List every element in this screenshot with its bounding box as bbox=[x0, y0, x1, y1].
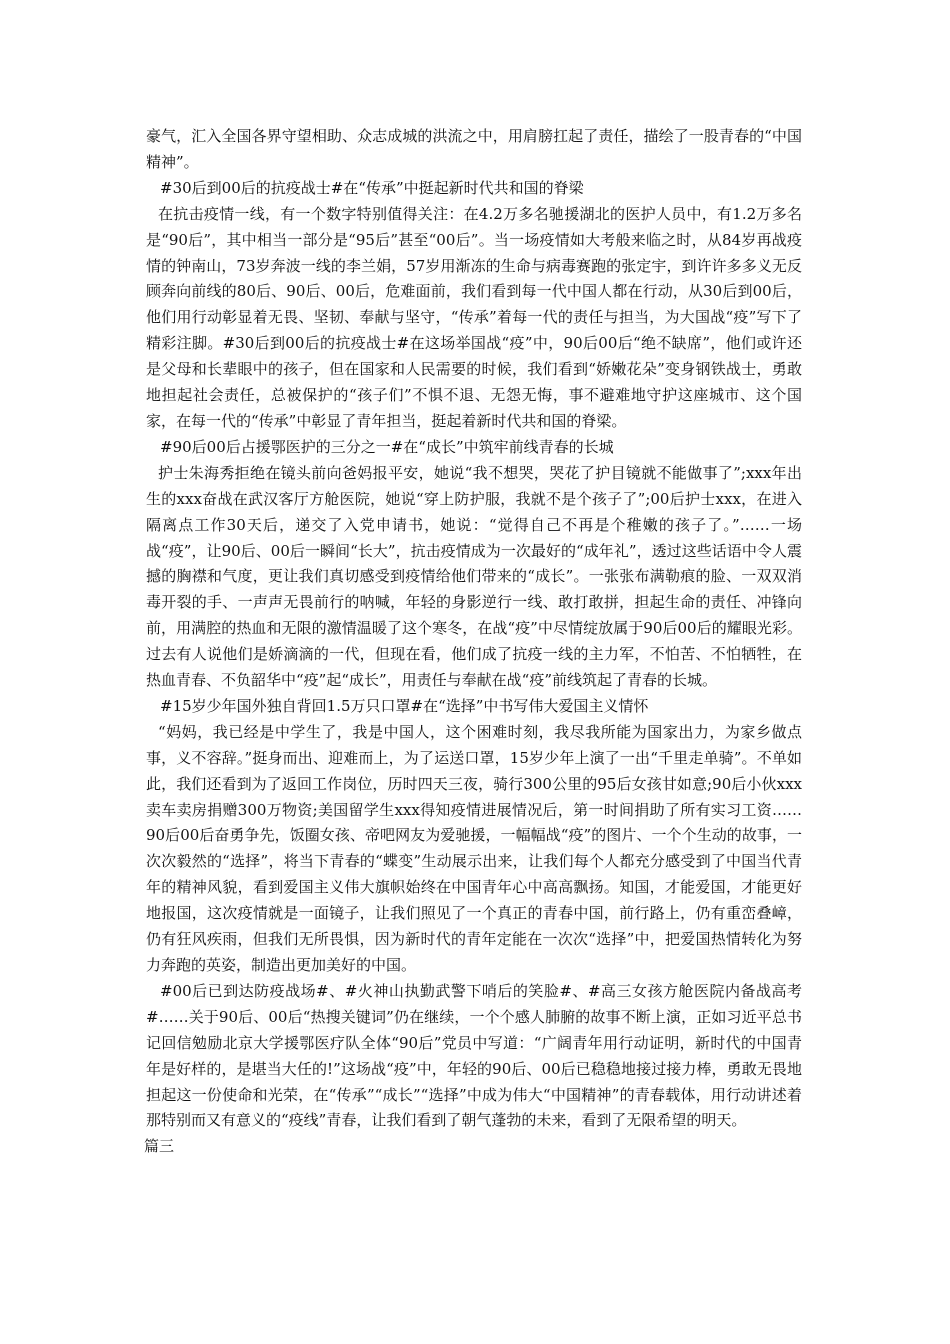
section-label-part-three: 篇三 bbox=[144, 1137, 175, 1156]
document-body bbox=[146, 124, 802, 1160]
paragraph-hot-search: #00后已到达防疫战场#、#火神山执勤武警下哨后的笑脸#、#高三女孩方舱医院内备战高考#……关于90后、00后“热搜关键词”仍在继续，一个个感人肺腑的故事不断上演，正如习近平总书记回信勉励北京大学援鄂医疗队全体“90后”党员中写道：“广阔青年用行动证明，新时代的中国青年是好样的，是堪当大任的!”这场战“疫”中，年轻的90后、00后已稳稳地接过接力棒，勇敢无畏地担起这一份使命和光荣，在“传承”“成长”“选择”中成为伟大“中国精神”的青春载体，用行动讲述着那特别而又有意义的“疫线”青春，让我们看到了朝气蓬勃的未来，看到了无限希望的明天。 bbox=[146, 981, 802, 1130]
section-heading-inheritance: #30后到00后的抗疫战士#在“传承”中挺起新时代共和国的脊梁 bbox=[160, 178, 584, 197]
paragraph-continued: 豪气，汇入全国各界守望相助、众志成城的洪流之中，用肩膀扛起了责任，描绘了一股青春的“中国精神”。 bbox=[146, 127, 802, 171]
section-heading-growth: #90后00后占援鄂医护的三分之一#在“成长”中筑牢前线青春的长城 bbox=[160, 437, 614, 456]
section-heading-choice: #15岁少年国外独自背回1.5万只口罩#在“选择”中书写伟大爱国主义情怀 bbox=[160, 696, 649, 715]
paragraph-inheritance: 在抗击疫情一线，有一个数字特别值得关注：在4.2万多名驰援湖北的医护人员中，有1.2万多名是“90后”，其中相当一部分是“95后”甚至“00后”。当一场疫情如大考般来临之时，从84岁再战疫情的钟南山，73岁奔波一线的李兰娟，57岁用渐冻的生命与病毒赛跑的张定宇，到许许多多义无反顾奔向前线的80后、90后、00后，危难面前，我们看到每一代中国人都在行动，从30后到00后，他们用行动彰显着无畏、坚韧、奉献与坚守，“传承”着每一代的责任与担当，为大国战“疫”写下了精彩注脚。#30后到00后的抗疫战士#在这场举国战“疫”中，90后00后“绝不缺席”，他们或许还是父母和长辈眼中的孩子，但在国家和人民需要的时候，我们看到“娇嫩花朵”变身钢铁战士，勇敢地担起社会责任，总被保护的“孩子们”不惧不退、无怨无悔，事不避难地守护这座城市、这个国家，在每一代的“传承”中彰显了青年担当，挺起着新时代共和国的脊梁。 bbox=[146, 204, 802, 430]
paragraph-choice: “妈妈，我已经是中学生了，我是中国人，这个困难时刻，我尽我所能为国家出力，为家乡做点事，义不容辞。”挺身而出、迎难而上，为了运送口罩，15岁少年上演了一出“千里走单骑”。不单如此，我们还看到为了返回工作岗位，历时四天三夜，骑行300公里的95后女孩甘如意;90后小伙xxx卖车卖房捐赠300万物资;美国留学生xxx得知疫情进展情况后，第一时间捐助了所有实习工资……90后00后奋勇争先，饭圈女孩、帝吧网友为爱驰援，一幅幅战“疫”的图片、一个个生动的故事，一次次毅然的“选择”，将当下青春的“蝶变”生动展示出来，让我们每个人都充分感受到了中国当代青年的精神风貌，看到爱国主义伟大旗帜始终在中国青年心中高高飘扬。知国，才能爱国，才能更好地报国，这次疫情就是一面镜子，让我们照见了一个真正的青春中国，前行路上，仍有重峦叠嶂，仍有狂风疾雨，但我们无所畏惧，因为新时代的青年定能在一次次“选择”中，把爱国热情转化为努力奔跑的英姿，制造出更加美好的中国。 bbox=[146, 722, 802, 974]
paragraph-growth: 护士朱海秀拒绝在镜头前向爸妈报平安，她说“我不想哭，哭花了护目镜就不能做事了”;xxx年出生的xxx奋战在武汉客厅方舱医院，她说“穿上防护服，我就不是个孩子了”;00后护士xxx，在进入隔离点工作30天后，递交了入党申请书，她说：“觉得自己不再是个稚嫩的孩子了。”……一场战“疫”，让90后、00后一瞬间“长大”，抗击疫情成为一次最好的“成年礼”，透过这些话语中令人震撼的胸襟和气度，更让我们真切感受到疫情给他们带来的“成长”。一张张布满勒痕的脸、一双双消毒开裂的手、一声声无畏前行的呐喊，年轻的身影逆行一线、敢打敢拼，担起生命的责任、冲锋向前，用满腔的热血和无限的激情温暖了这个寒冬，在战“疫”中尽情绽放属于90后00后的耀眼光彩。过去有人说他们是娇滴滴的一代，但现在看，他们成了抗疫一线的主力军，不怕苦、不怕牺牲，在热血青春、不负韶华中“疫”起“成长”，用责任与奉献在战“疫”前线筑起了青春的长城。 bbox=[146, 463, 802, 690]
